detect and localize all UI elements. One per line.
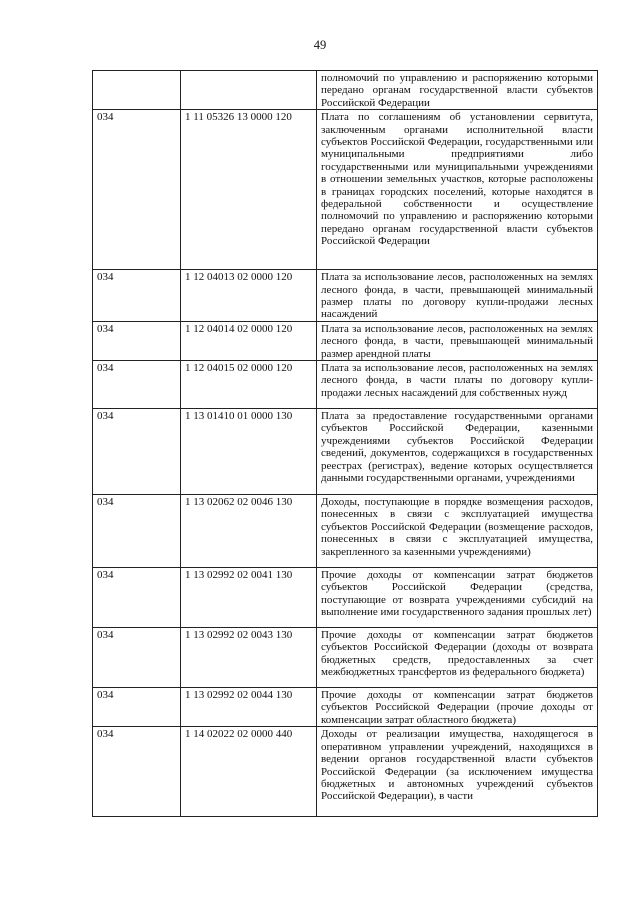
table-row: [93, 361, 598, 409]
table-row: [93, 321, 598, 360]
admin-code-cell: 034: [93, 727, 181, 817]
description-cell: Прочие доходы от компенсации затрат бюджетов субъектов Российской Федерации (доходы от возврата бюджетных средств, предоставленных за счет межбюджетных трансфертов из федерального бюджета): [317, 628, 598, 688]
revenue-code-cell: 1 11 05326 13 0000 120: [181, 110, 317, 270]
description-cell: Плата за использование лесов, расположенных на землях лесного фонда, в части, превышающей минимальный размер платы по договору купли-продажи лесных насаждений: [317, 270, 598, 322]
revenue-code-cell: 1 13 02992 02 0044 130: [181, 688, 317, 727]
admin-code-cell: 034: [93, 495, 181, 568]
revenue-code-cell: 1 13 01410 01 0000 130: [181, 409, 317, 495]
table-row: [93, 270, 598, 322]
table-row: [93, 727, 598, 817]
revenue-code-cell: 1 12 04013 02 0000 120: [181, 270, 317, 322]
description-cell: Доходы от реализации имущества, находящегося в оперативном управлении учреждений, находящихся в ведении органов государственной власти субъектов Российской Федерации (за исключением имущества бюджетных и автономных учреждений субъектов Российской Федерации), в части: [317, 727, 598, 817]
table-row: [93, 71, 598, 110]
table-row: [93, 110, 598, 270]
description-cell: Прочие доходы от компенсации затрат бюджетов субъектов Российской Федерации (средства, поступающие от возврата учреждениями субсидий на выполнение ими государственного задания прошлых лет): [317, 568, 598, 628]
table-row: [93, 688, 598, 727]
admin-code-cell: 034: [93, 568, 181, 628]
table-row: [93, 568, 598, 628]
table-row: [93, 409, 598, 495]
description-cell: Плата за предоставление государственными органами субъектов Российской Федерации, казенными учреждениями субъектов Российской Федерации сведений, документов, содержащихся в государственных реестрах (регистрах), ведение которых осуществляется данными государственными органами, учреждениями: [317, 409, 598, 495]
admin-code-cell: 034: [93, 688, 181, 727]
revenue-code-cell: 1 14 02022 02 0000 440: [181, 727, 317, 817]
revenue-code-cell: 1 12 04014 02 0000 120: [181, 321, 317, 360]
description-cell: Плата по соглашениям об установлении сервитута, заключенным органами исполнительной власти субъектов Российской Федерации, государственными или муниципальными предприятиями либо государственными или муниципальными учреждениями в отношении земельных участков, которые расположены в границах городских поселений, которые находятся в федеральной собственности и осуществление полномочий по управлению и распоряжению которыми передано органам государственной власти субъектов Российской Федерации: [317, 110, 598, 270]
table-row: [93, 628, 598, 688]
admin-code-cell: [93, 71, 181, 110]
revenue-code-table: [92, 70, 598, 817]
table-row: [93, 495, 598, 568]
description-cell: полномочий по управлению и распоряжению которыми передано органам государственной власти субъектов Российской Федерации: [317, 71, 598, 110]
revenue-code-cell: 1 13 02062 02 0046 130: [181, 495, 317, 568]
page-number: 49: [313, 38, 327, 52]
admin-code-cell: 034: [93, 270, 181, 322]
description-cell: Прочие доходы от компенсации затрат бюджетов субъектов Российской Федерации (прочие доходы от компенсации затрат областного бюджета): [317, 688, 598, 727]
description-cell: Доходы, поступающие в порядке возмещения расходов, понесенных в связи с эксплуатацией имущества субъектов Российской Федерации (возмещение расходов, понесенных в связи с эксплуатацией имущества, закрепленного за казенными учреждениями): [317, 495, 598, 568]
admin-code-cell: 034: [93, 321, 181, 360]
admin-code-cell: 034: [93, 361, 181, 409]
admin-code-cell: 034: [93, 628, 181, 688]
description-cell: Плата за использование лесов, расположенных на землях лесного фонда, в части, превышающей минимальный размер арендной платы: [317, 321, 598, 360]
admin-code-cell: 034: [93, 409, 181, 495]
revenue-code-cell: 1 13 02992 02 0043 130: [181, 628, 317, 688]
revenue-code-cell: 1 13 02992 02 0041 130: [181, 568, 317, 628]
revenue-code-cell: [181, 71, 317, 110]
admin-code-cell: 034: [93, 110, 181, 270]
revenue-code-cell: 1 12 04015 02 0000 120: [181, 361, 317, 409]
description-cell: Плата за использование лесов, расположенных на землях лесного фонда, в части платы по договору купли-продажи лесных насаждений для собственных нужд: [317, 361, 598, 409]
